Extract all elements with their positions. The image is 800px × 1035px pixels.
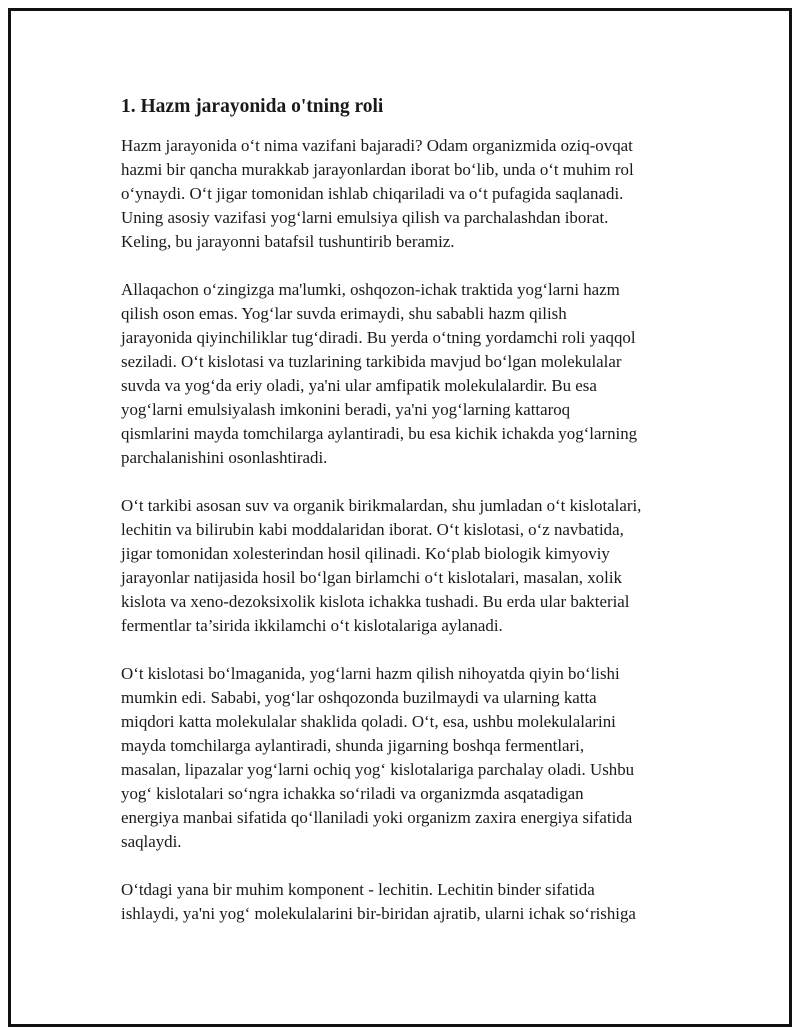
- paragraph-2: [121, 278, 697, 470]
- text-line: O‘tdagi yana bir muhim komponent - lechitin. Lechitin binder sifatida: [121, 880, 595, 899]
- text-line: jigar tomonidan xolesterindan hosil qilinadi. Ko‘plab biologik kimyoviy: [121, 544, 610, 563]
- page-frame: [8, 8, 792, 1027]
- text-line: energiya manbai sifatida qo‘llaniladi yoki organizm zaxira energiya sifatida: [121, 808, 633, 827]
- text-line: lechitin va bilirubin kabi moddalaridan iborat. O‘t kislotasi, o‘z navbatida,: [121, 520, 624, 539]
- text-line: masalan, lipazalar yog‘larni ochiq yog‘ kislotalariga parchalay oladi. Ushbu: [121, 760, 635, 779]
- text-line: O‘t tarkibi asosan suv va organik birikmalardan, shu jumladan o‘t kislotalari,: [121, 496, 642, 515]
- text-line: O‘t kislotasi bo‘lmaganida, yog‘larni hazm qilish nihoyatda qiyin bo‘lishi: [121, 664, 620, 683]
- text-line: qilish oson emas. Yog‘lar suvda erimaydi, shu sababli hazm qilish: [121, 304, 567, 323]
- text-line: suvda va yog‘da eriy oladi, ya'ni ular amfipatik molekulalardir. Bu esa: [121, 376, 597, 395]
- section-heading: 1. Hazm jarayonida o'tning roli: [121, 96, 384, 117]
- text-line: Keling, bu jarayonni batafsil tushuntirib beramiz.: [121, 232, 455, 251]
- document-body: [121, 94, 697, 950]
- text-line: seziladi. O‘t kislotasi va tuzlarining tarkibida mavjud bo‘lgan molekulalar: [121, 352, 622, 371]
- text-line: yog‘larni emulsiyalash imkonini beradi, ya'ni yog‘larning kattaroq: [121, 400, 571, 419]
- paragraph-5: [121, 878, 697, 926]
- text-line: jarayonlar natijasida hosil bo‘lgan birlamchi o‘t kislotalari, masalan, xolik: [121, 568, 622, 587]
- text-line: Uning asosiy vazifasi yog‘larni emulsiya qilish va parchalashdan iborat.: [121, 208, 609, 227]
- text-line: parchalanishini osonlashtiradi.: [121, 448, 328, 467]
- text-line: kislota va xeno-dezoksixolik kislota ichakka tushadi. Bu erda ular bakterial: [121, 592, 630, 611]
- paragraph-3: [121, 494, 697, 638]
- text-line: fermentlar ta’sirida ikkilamchi o‘t kislotalariga aylanadi.: [121, 616, 503, 635]
- paragraph-1: [121, 134, 697, 254]
- text-line: jarayonida qiyinchiliklar tug‘diradi. Bu yerda o‘tning yordamchi roli yaqqol: [121, 328, 636, 347]
- text-line: o‘ynaydi. O‘t jigar tomonidan ishlab chiqariladi va o‘t pufagida saqlanadi.: [121, 184, 624, 203]
- text-line: miqdori katta molekulalar shaklida qoladi. O‘t, esa, ushbu molekulalarini: [121, 712, 616, 731]
- text-line: hazmi bir qancha murakkab jarayonlardan iborat bo‘lib, unda o‘t muhim rol: [121, 160, 634, 179]
- text-line: mumkin edi. Sababi, yog‘lar oshqozonda buzilmaydi va ularning katta: [121, 688, 597, 707]
- text-line: ishlaydi, ya'ni yog‘ molekulalarini bir-biridan ajratib, ularni ichak so‘rishiga: [121, 904, 636, 923]
- text-line: Allaqachon o‘zingizga ma'lumki, oshqozon-ichak traktida yog‘larni hazm: [121, 280, 620, 299]
- text-line: yog‘ kislotalari so‘ngra ichakka so‘riladi va organizmda asqatadigan: [121, 784, 584, 803]
- text-line: saqlaydi.: [121, 832, 182, 851]
- text-line: qismlarini mayda tomchilarga aylantiradi, bu esa kichik ichakda yog‘larning: [121, 424, 638, 443]
- text-line: Hazm jarayonida o‘t nima vazifani bajaradi? Odam organizmida oziq-ovqat: [121, 136, 633, 155]
- text-line: mayda tomchilarga aylantiradi, shunda jigarning boshqa fermentlari,: [121, 736, 585, 755]
- paragraph-4: [121, 662, 697, 854]
